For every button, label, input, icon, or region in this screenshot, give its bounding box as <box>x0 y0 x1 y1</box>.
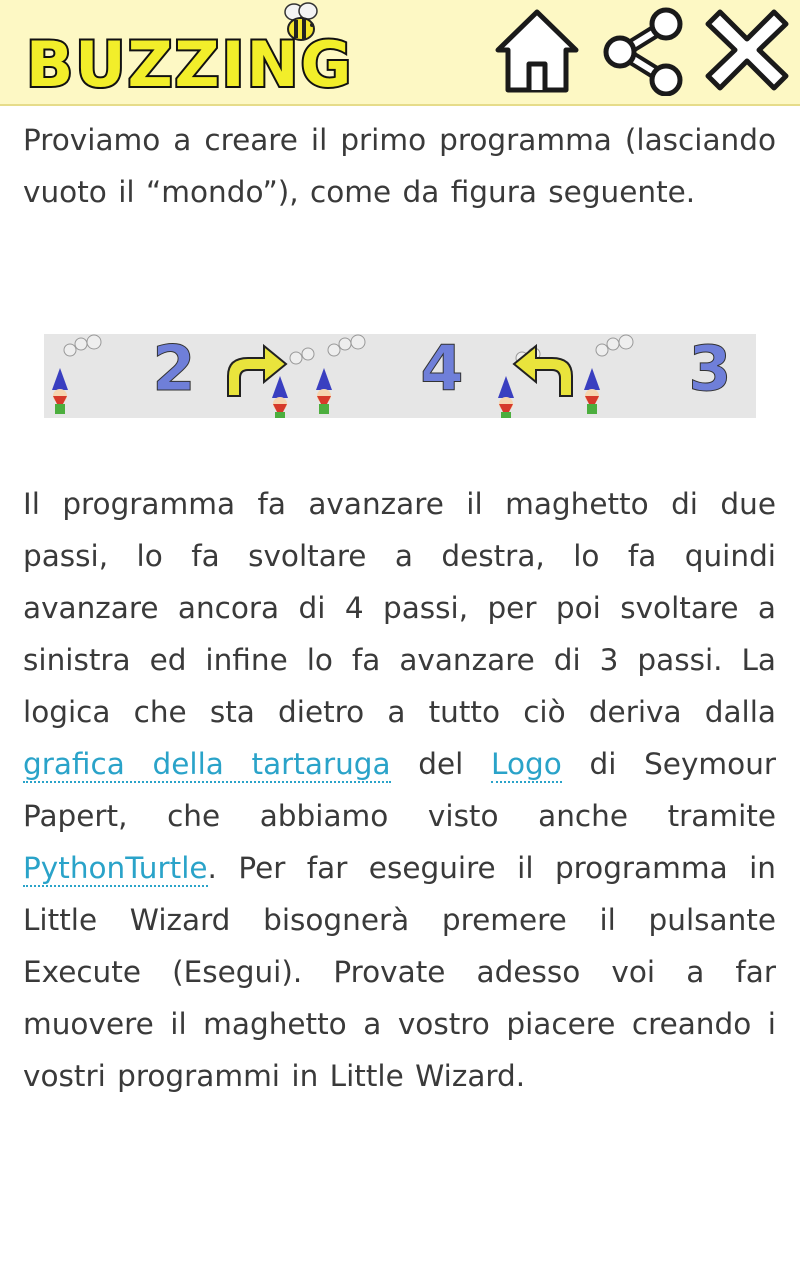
forward-icon <box>52 335 101 414</box>
step-count-1: 2 <box>152 334 196 405</box>
text-segment: Il programma fa avanzare il maghetto di due passi, lo fa svoltare a destra, lo fa quindi avanzare ancora di 4 passi, per poi svoltare a sinistra ed infine lo fa avanzare di 3 passi. La logica che sta dietro a tutto ciò deriva dalla <box>23 487 776 729</box>
turn-right-icon <box>228 346 314 418</box>
text-segment: del <box>390 747 492 781</box>
program-figure <box>44 334 756 418</box>
text-segment: . Per far eseguire il programma in Little Wizard bisognerà premere il pulsante Execute (Esegui). Provate adesso voi a far muovere il maghetto a vostro piacere creando i vostri programmi in Little Wizard. <box>23 851 776 1093</box>
forward-icon <box>316 335 365 414</box>
step-count-3: 3 <box>688 334 732 405</box>
close-icon[interactable] <box>702 4 792 96</box>
turtle-graphics-link[interactable]: grafica della tartaruga <box>23 747 391 781</box>
step-count-2: 4 <box>420 334 464 405</box>
app-header <box>0 0 800 106</box>
text-segment: di Seymour Papert, che abbiamo visto anche tramite <box>23 747 777 833</box>
buzzing-logo[interactable] <box>26 2 458 102</box>
logo-text: BUZZING <box>26 28 354 101</box>
explanation-paragraph <box>23 478 776 1102</box>
pythonturtle-link[interactable]: PythonTurtle <box>23 851 208 885</box>
intro-paragraph: Proviamo a creare il primo programma (lasciando vuoto il “mondo”), come da figura seguente. <box>23 123 776 209</box>
home-icon[interactable] <box>492 4 582 96</box>
forward-icon <box>584 335 633 414</box>
article-body <box>23 478 776 1102</box>
share-icon[interactable] <box>598 4 688 96</box>
article-intro <box>23 114 776 218</box>
logo-link[interactable]: Logo <box>491 747 562 781</box>
turn-left-icon <box>498 346 572 418</box>
program-sequence <box>44 334 756 418</box>
